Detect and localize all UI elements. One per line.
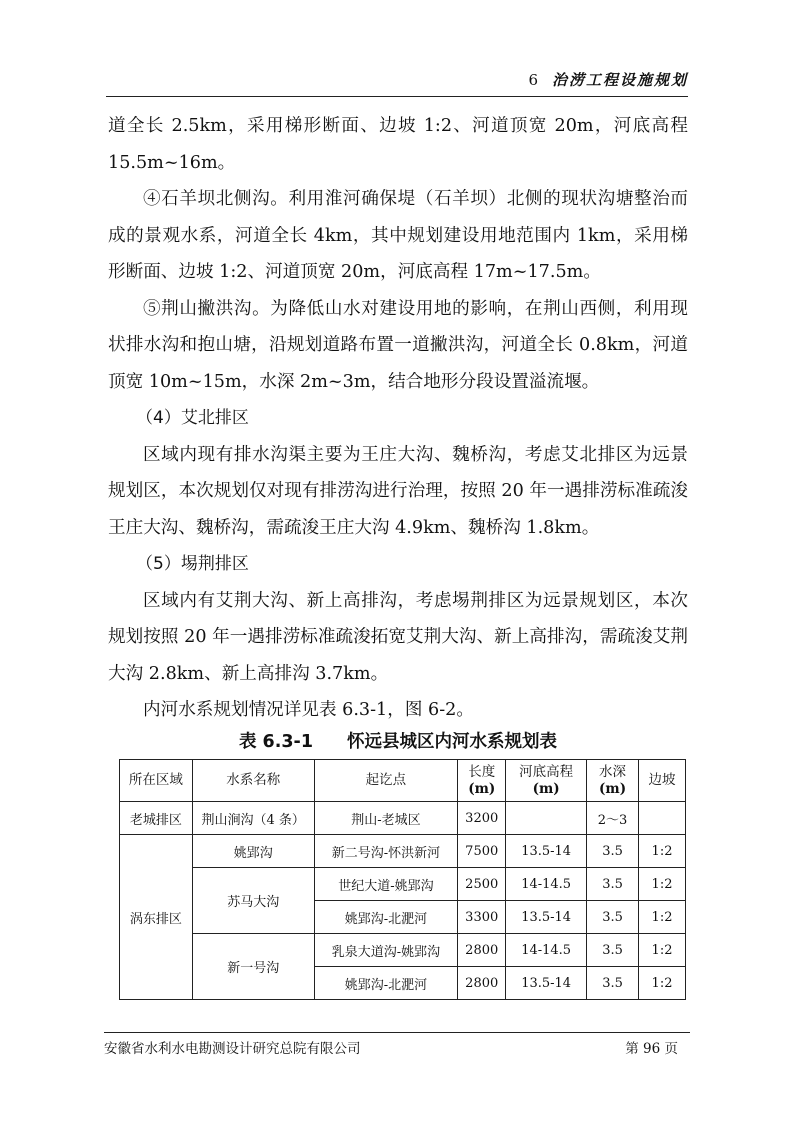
cell-length: 3300 bbox=[458, 901, 506, 934]
river-plan-table bbox=[119, 759, 686, 1000]
company-name: 安徽省水利水电勘测设计研究总院有限公司 bbox=[104, 1041, 361, 1057]
cell-span: 乳泉大道沟-姚郢沟 bbox=[314, 934, 458, 967]
cell-span: 荆山-老城区 bbox=[314, 802, 458, 835]
paragraph: ⑤荆山撇洪沟。为降低山水对建设用地的影响，在荆山西侧，利用现状排水沟和抱山塘，沿规划道路布置一道撇洪沟，河道全长 0.8km，河道顶宽 10m~15m，水深 2m~3m，结合地形分段设置溢流堰。 bbox=[108, 298, 688, 392]
cell-length: 7500 bbox=[458, 835, 506, 868]
body-text bbox=[108, 108, 688, 729]
header-name: 水系名称 bbox=[192, 760, 314, 802]
chapter-number: 6 bbox=[528, 71, 538, 89]
cell-depth: 3.5 bbox=[587, 901, 639, 934]
cell-depth: 3.5 bbox=[587, 934, 639, 967]
cell-slope: 1:2 bbox=[639, 868, 686, 901]
cell-bed bbox=[506, 802, 587, 835]
cell-area: 涡东排区 bbox=[120, 835, 193, 1000]
cell-length: 2800 bbox=[458, 934, 506, 967]
table-header-row bbox=[120, 760, 686, 802]
cell-span: 新二号沟-怀洪新河 bbox=[314, 835, 458, 868]
page-header bbox=[106, 70, 688, 97]
cell-depth: 3.5 bbox=[587, 835, 639, 868]
paragraph: ④石羊坝北侧沟。利用淮河确保堤（石羊坝）北侧的现状沟塘整治而成的景观水系，河道全长 4km，其中规划建设用地范围内 1km，采用梯形断面、边坡 1:2、河道顶宽 20m，河底高程 17m~17.5m。 bbox=[108, 189, 688, 282]
cell-slope: 1:2 bbox=[639, 901, 686, 934]
cell-bed: 13.5-14 bbox=[506, 967, 587, 1000]
cell-length: 2800 bbox=[458, 967, 506, 1000]
cell-name: 新一号沟 bbox=[192, 934, 314, 1000]
page-number: 第 96 页 bbox=[625, 1041, 678, 1057]
cell-depth: 3.5 bbox=[587, 868, 639, 901]
cell-name: 姚郢沟 bbox=[192, 835, 314, 868]
header-slope: 边坡 bbox=[639, 760, 686, 802]
table-row bbox=[120, 802, 686, 835]
paragraph: 道全长 2.5km，采用梯形断面、边坡 1:2、河道顶宽 20m，河底高程 15.5m~16m。 bbox=[108, 116, 688, 173]
cell-bed: 14-14.5 bbox=[506, 868, 587, 901]
cell-area: 老城排区 bbox=[120, 802, 193, 835]
section-heading: （5）埸荆排区 bbox=[136, 554, 249, 574]
cell-span: 姚郢沟-北淝河 bbox=[314, 967, 458, 1000]
cell-bed: 13.5-14 bbox=[506, 901, 587, 934]
cell-slope: 1:2 bbox=[639, 934, 686, 967]
section-heading: （4）艾北排区 bbox=[136, 408, 249, 428]
cell-slope: 1:2 bbox=[639, 835, 686, 868]
table-title: 怀远县城区内河水系规划表 bbox=[347, 732, 558, 752]
header-length: 长度 (m) bbox=[458, 760, 506, 802]
header-area: 所在区域 bbox=[120, 760, 193, 802]
table-row bbox=[120, 835, 686, 868]
table-row bbox=[120, 934, 686, 967]
paragraph: 区域内有艾荆大沟、新上高排沟，考虑埸荆排区为远景规划区，本次规划按照 20 年一遇排涝标准疏浚拓宽艾荆大沟、新上高排沟，需疏浚艾荆大沟 2.8km、新上高排沟 3.7km。 bbox=[108, 590, 688, 684]
table-caption bbox=[108, 728, 688, 753]
chapter-title: 治涝工程设施规划 bbox=[551, 71, 688, 89]
header-span: 起讫点 bbox=[314, 760, 458, 802]
cell-length: 2500 bbox=[458, 868, 506, 901]
cell-depth: 2～3 bbox=[587, 802, 639, 835]
cell-bed: 14-14.5 bbox=[506, 934, 587, 967]
cell-slope: 1:2 bbox=[639, 967, 686, 1000]
header-bed-elevation: 河底高程 (m) bbox=[506, 760, 587, 802]
cell-name: 荆山涧沟（4 条） bbox=[192, 802, 314, 835]
cell-span: 世纪大道-姚郢沟 bbox=[314, 868, 458, 901]
cell-length: 3200 bbox=[458, 802, 506, 835]
page-footer bbox=[104, 1032, 690, 1057]
cell-span: 姚郢沟-北淝河 bbox=[314, 901, 458, 934]
header-depth: 水深 (m) bbox=[587, 760, 639, 802]
cell-depth: 3.5 bbox=[587, 967, 639, 1000]
paragraph: 区域内现有排水沟渠主要为王庄大沟、魏桥沟，考虑艾北排区为远景规划区，本次规划仅对现有排涝沟进行治理，按照 20 年一遇排涝标准疏浚王庄大沟、魏桥沟，需疏浚王庄大沟 4.9km、魏桥沟 1.8km。 bbox=[108, 444, 688, 538]
cell-name: 苏马大沟 bbox=[192, 868, 314, 934]
paragraph: 内河水系规划情况详见表 6.3-1，图 6-2。 bbox=[143, 700, 474, 720]
cell-bed: 13.5-14 bbox=[506, 835, 587, 868]
table-row bbox=[120, 868, 686, 901]
cell-slope bbox=[639, 802, 686, 835]
table-number: 表 6.3-1 bbox=[238, 732, 314, 752]
